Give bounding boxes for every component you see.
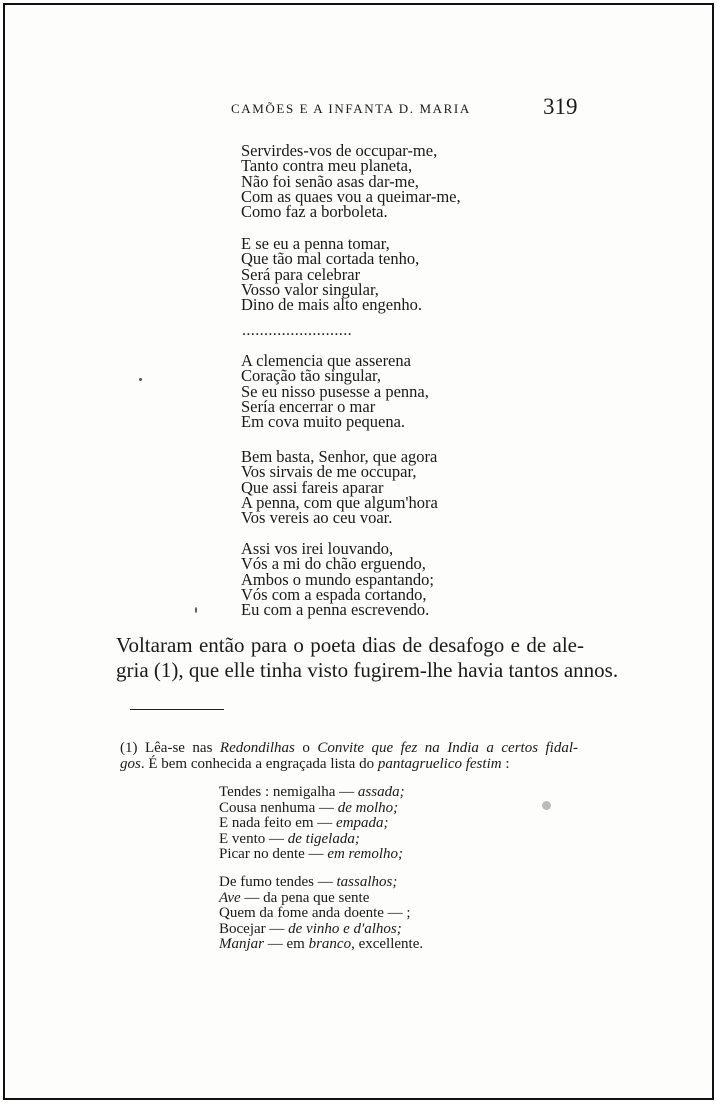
poem-line: Não foi senão asas dar-me,	[241, 171, 419, 191]
scan-speck	[542, 801, 551, 810]
verse-line: Bocejar — de vinho e d'alhos;	[219, 920, 402, 937]
poem-line: Vosso valor singular,	[241, 279, 379, 299]
poem-line: Tanto contra meu planeta,	[241, 156, 413, 176]
page-number: 319	[543, 94, 578, 119]
footnote-verse-1	[219, 785, 405, 863]
running-title: CAMÕES E A INFANTA D. MARIA	[231, 101, 471, 116]
poem-line: Vos sirvais de me occupar,	[241, 462, 417, 482]
poem-line: Com as quaes vou a queimar-me,	[241, 186, 461, 206]
footnote-line: (1) Lêa-se nas Redondilhas o Convite que fez na India a certos fidal-	[120, 740, 579, 756]
poem-line: Eu com a penna escrevendo.	[241, 600, 430, 620]
footnote-verse-2	[219, 875, 423, 953]
verse-line: E vento — de tigelada;	[219, 830, 360, 847]
paragraph-line: Voltaram então para o poeta dias de desafogo e de ale-	[116, 633, 584, 657]
poem-line: Servirdes-vos de occupar-me,	[241, 141, 438, 160]
poem-line: Bem basta, Senhor, que agora	[241, 447, 438, 466]
omission-dots: .........................	[242, 322, 352, 339]
poem-line: Ambos o mundo espantando;	[241, 569, 434, 589]
poem-line: A penna, com que algum'hora	[241, 492, 438, 512]
verse-line: Tendes : nemigalha — assada;	[219, 784, 405, 800]
poem-line: E se eu a penna tomar,	[241, 234, 390, 253]
poem-stanza-1	[241, 141, 461, 222]
poem-stanza-3	[241, 351, 429, 432]
poem-line: Que tão mal cortada tenho,	[241, 249, 420, 269]
poem-line: Coração tão singular,	[241, 366, 382, 386]
poem-stanza-4	[241, 447, 438, 528]
verse-line: Cousa nenhuma — de molho;	[219, 799, 399, 816]
poem-line: A clemencia que asserena	[241, 351, 411, 370]
poem-line: Dino de mais alto engenho.	[241, 295, 423, 315]
poem-line: Será para celebrar	[241, 264, 361, 284]
poem-line: Vós a mi do chão erguendo,	[241, 554, 426, 574]
poem-line: Em cova muito pequena.	[241, 412, 406, 432]
verse-line: Ave — da pena que sente	[219, 889, 370, 906]
verse-line: Picar no dente — em remolho;	[219, 846, 403, 862]
scan-speck	[195, 607, 197, 613]
poem-stanza-5	[241, 539, 434, 620]
poem-line: Se eu nisso pusesse a penna,	[241, 381, 429, 401]
footnote	[120, 740, 578, 772]
verse-line: Quem da fome anda doente — ;	[219, 905, 411, 921]
scan-speck	[139, 378, 142, 381]
footnote-marker: (1)	[120, 740, 138, 756]
body-paragraph	[116, 633, 619, 683]
footnote-line: gos. É bem conhecida a engraçada lista do pantagruelico festim :	[120, 756, 510, 772]
book-page	[3, 3, 714, 1100]
poem-line: Vos vereis ao ceu voar.	[241, 508, 393, 528]
poem-line: Vós com a espada cortando,	[241, 584, 427, 604]
poem-line: Que assi fareis aparar	[241, 477, 384, 497]
verse-line: De fumo tendes — tassalhos;	[219, 874, 398, 890]
poem-line: Sería encerrar o mar	[241, 396, 376, 416]
poem-stanza-2	[241, 234, 423, 315]
footnote-separator	[130, 709, 224, 710]
paragraph-line: gria (1), que elle tinha visto fugirem-lhe havia tantos annos.	[116, 658, 619, 682]
poem-line: Assi vos irei louvando,	[241, 539, 394, 558]
verse-line: E nada feito em — empada;	[219, 815, 389, 831]
verse-line: Manjar — em branco, excellente.	[219, 936, 424, 952]
poem-line: Como faz a borboleta.	[241, 202, 388, 222]
